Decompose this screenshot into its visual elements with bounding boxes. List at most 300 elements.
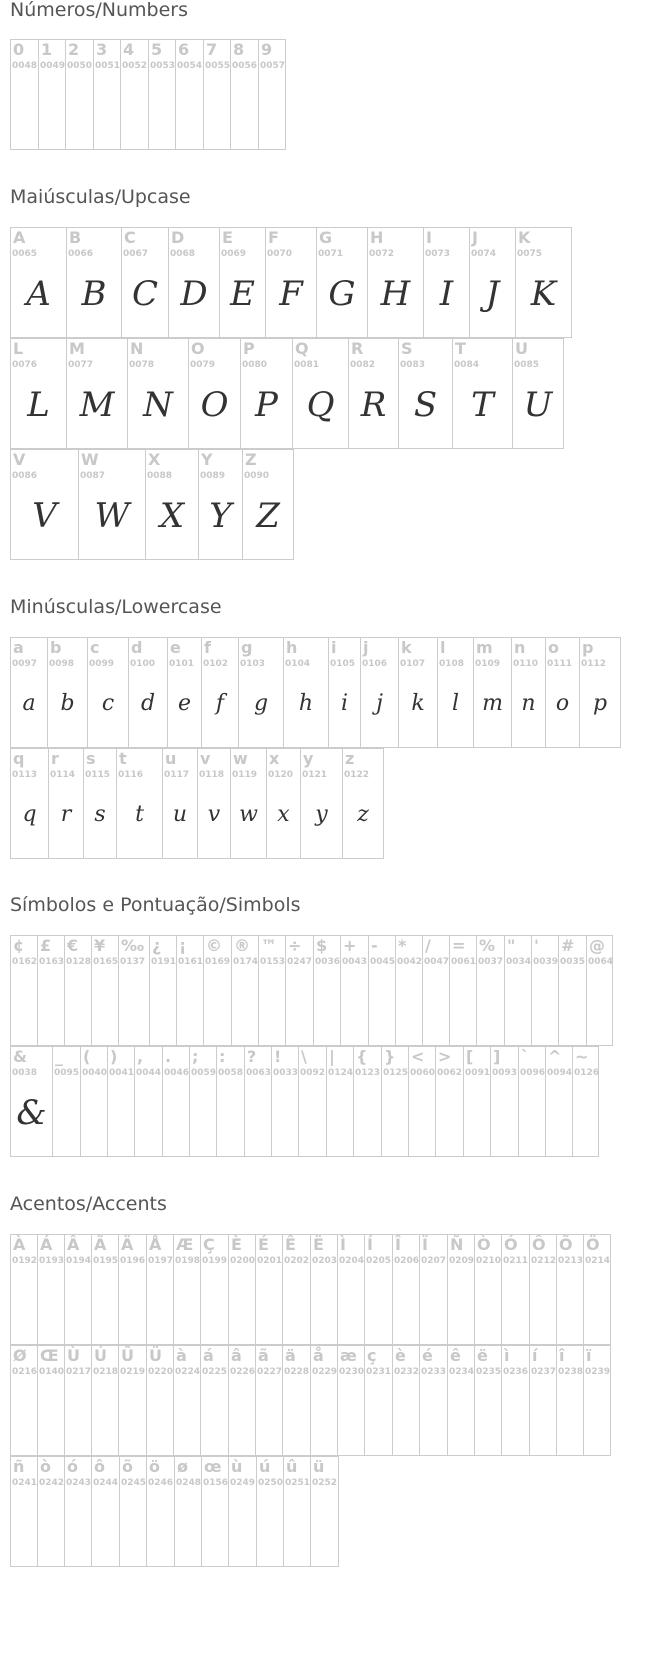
glyph-character: 9 <box>261 40 273 59</box>
glyph-code: 0076 <box>12 360 38 370</box>
glyph-character: ô <box>94 1457 105 1476</box>
glyph-character: € <box>67 936 79 955</box>
glyph-character: ® <box>234 936 250 955</box>
glyph-sample: m <box>482 691 503 716</box>
glyph-character: Â <box>67 1235 80 1254</box>
glyph-row <box>10 748 384 859</box>
glyph-sample: H <box>380 274 411 314</box>
glyph-character: A <box>13 228 26 247</box>
glyph-sample: i <box>340 691 349 716</box>
glyph-cell <box>255 1234 282 1345</box>
glyph-character: Ë <box>313 1235 324 1254</box>
glyph-character: @ <box>589 936 605 955</box>
glyph-cell <box>474 1234 501 1345</box>
glyph-character: _ <box>55 1047 63 1066</box>
glyph-cell <box>10 227 66 338</box>
glyph-cell <box>337 1345 364 1456</box>
glyph-grid-row <box>10 1345 611 1456</box>
glyph-code: 0074 <box>471 249 497 259</box>
glyph-character: < <box>411 1047 425 1066</box>
glyph-cell <box>64 1234 91 1345</box>
glyph-cell <box>340 935 368 1046</box>
glyph-cell <box>395 935 422 1046</box>
glyph-sample: & <box>16 1093 47 1133</box>
glyph-cell <box>230 39 258 150</box>
glyph-character: f <box>204 638 211 657</box>
glyph-cell <box>64 935 91 1046</box>
glyph-sample: b <box>60 691 75 716</box>
glyph-cell <box>310 1345 337 1456</box>
glyph-character: 8 <box>233 40 245 59</box>
glyph-cell <box>419 1345 447 1456</box>
glyph-cell <box>10 449 78 560</box>
glyph-sample: h <box>298 691 314 716</box>
glyph-code: 0039 <box>533 957 559 967</box>
glyph-cell <box>300 748 342 859</box>
glyph-code: 0082 <box>350 360 376 370</box>
glyph-code: 0092 <box>300 1068 326 1078</box>
glyph-code: 0201 <box>257 1256 283 1266</box>
glyph-cell <box>10 748 48 859</box>
glyph-code: 0084 <box>454 360 480 370</box>
glyph-cell <box>255 1345 282 1456</box>
glyph-character: ^ <box>548 1047 562 1066</box>
glyph-code: 0041 <box>109 1068 135 1078</box>
glyph-sample: n <box>521 691 536 716</box>
glyph-sample: D <box>180 274 208 314</box>
glyph-character: { <box>356 1047 368 1066</box>
glyph-character: 5 <box>151 40 163 59</box>
glyph-code: 0051 <box>95 61 121 71</box>
glyph-cell <box>364 1345 392 1456</box>
glyph-character: O <box>191 339 205 358</box>
glyph-cell <box>518 1046 545 1157</box>
glyph-code: 0251 <box>285 1478 311 1488</box>
glyph-character: p <box>582 638 594 657</box>
glyph-character: } <box>384 1047 396 1066</box>
glyph-sample: v <box>207 802 221 827</box>
glyph-sample: K <box>530 274 557 314</box>
glyph-grid-row <box>10 637 621 748</box>
glyph-code: 0043 <box>342 957 368 967</box>
glyph-cell <box>348 338 398 449</box>
glyph-cell <box>118 1234 146 1345</box>
glyph-cell <box>474 1345 501 1456</box>
glyph-sample: T <box>471 385 494 425</box>
glyph-cell <box>128 637 167 748</box>
glyph-sample: t <box>135 802 144 827</box>
glyph-character: j <box>363 638 369 657</box>
glyph-character: ì <box>504 1346 510 1365</box>
glyph-cell <box>435 1046 463 1157</box>
glyph-code: 0211 <box>503 1256 529 1266</box>
glyph-character: ü <box>313 1457 325 1476</box>
glyph-cell <box>47 637 87 748</box>
glyph-code: 0098 <box>49 659 75 669</box>
glyph-sample: p <box>592 691 608 716</box>
glyph-code: 0243 <box>66 1478 92 1488</box>
glyph-character: Ì <box>340 1235 346 1254</box>
glyph-code: 0137 <box>120 957 146 967</box>
glyph-character: G <box>319 228 333 247</box>
glyph-cell <box>360 637 398 748</box>
glyph-code: 0232 <box>394 1367 420 1377</box>
glyph-cell <box>188 338 240 449</box>
glyph-code: 0077 <box>68 360 94 370</box>
glyph-character: ` <box>521 1047 529 1066</box>
glyph-character: 2 <box>68 40 80 59</box>
glyph-cell <box>87 637 128 748</box>
glyph-code: 0099 <box>89 659 115 669</box>
glyph-cell <box>258 935 285 1046</box>
glyph-cell <box>93 39 120 150</box>
glyph-character: a <box>13 638 24 657</box>
glyph-cell <box>168 227 219 338</box>
glyph-character: © <box>206 936 222 955</box>
glyph-character: Ô <box>532 1235 546 1254</box>
glyph-sample: o <box>555 691 570 716</box>
glyph-code: 0250 <box>258 1478 284 1488</box>
glyph-code: 0066 <box>68 249 94 259</box>
glyph-code: 0058 <box>218 1068 244 1078</box>
glyph-code: 0042 <box>397 957 423 967</box>
glyph-sample: z <box>357 802 369 827</box>
glyph-character: * <box>398 936 407 955</box>
glyph-cell <box>162 1046 189 1157</box>
glyph-code: 0228 <box>284 1367 310 1377</box>
glyph-code: 0229 <box>312 1367 338 1377</box>
glyph-cell <box>579 637 621 748</box>
glyph-sample: Y <box>209 496 232 536</box>
glyph-code: 0249 <box>230 1478 256 1488</box>
glyph-cell <box>256 1456 283 1567</box>
glyph-character: ] <box>493 1047 501 1066</box>
glyph-character: k <box>401 638 412 657</box>
glyph-code: 0091 <box>465 1068 491 1078</box>
glyph-character: ‰ <box>121 936 145 955</box>
glyph-character: Ê <box>285 1235 296 1254</box>
glyph-sample: O <box>200 385 229 425</box>
glyph-sample: q <box>22 802 37 827</box>
glyph-cell <box>310 1234 337 1345</box>
glyph-code: 0073 <box>425 249 451 259</box>
glyph-code: 0070 <box>267 249 293 259</box>
glyph-cell <box>91 1456 119 1567</box>
glyph-character: [ <box>466 1047 474 1066</box>
glyph-cell <box>91 935 118 1046</box>
glyph-code: 0055 <box>205 61 231 71</box>
glyph-character: ( <box>83 1047 91 1066</box>
glyph-sample: C <box>131 274 158 314</box>
glyph-code: 0230 <box>339 1367 365 1377</box>
glyph-code: 0062 <box>437 1068 463 1078</box>
glyph-cell <box>228 1345 255 1456</box>
glyph-cell <box>162 748 197 859</box>
glyph-code: 0111 <box>547 659 573 669</box>
glyph-cell <box>265 227 316 338</box>
glyph-cell <box>266 748 300 859</box>
glyph-code: 0044 <box>136 1068 162 1078</box>
glyph-cell <box>52 1046 80 1157</box>
glyph-character: + <box>343 936 357 955</box>
glyph-character: Ö <box>586 1235 600 1254</box>
glyph-code: 0202 <box>284 1256 310 1266</box>
glyph-character: Æ <box>176 1235 194 1254</box>
glyph-character: ú <box>259 1457 271 1476</box>
glyph-cell <box>173 1234 200 1345</box>
glyph-code: 0199 <box>202 1256 228 1266</box>
glyph-code: 0231 <box>366 1367 392 1377</box>
glyph-character: t <box>119 749 127 768</box>
glyph-character: H <box>370 228 384 247</box>
glyph-character: z <box>345 749 355 768</box>
glyph-sample: f <box>215 691 225 716</box>
glyph-code: 0110 <box>513 659 539 669</box>
glyph-code: 0090 <box>244 471 270 481</box>
glyph-cell <box>512 338 564 449</box>
glyph-sample: a <box>22 691 36 716</box>
glyph-code: 0196 <box>120 1256 146 1266</box>
glyph-cell <box>64 1456 91 1567</box>
glyph-character: > <box>438 1047 452 1066</box>
glyph-character: l <box>440 638 446 657</box>
glyph-sample: Z <box>256 496 280 536</box>
glyph-code: 0247 <box>287 957 313 967</box>
glyph-character: % <box>479 936 496 955</box>
glyph-code: 0165 <box>93 957 119 967</box>
glyph-code: 0113 <box>12 770 38 780</box>
glyph-cell <box>504 935 531 1046</box>
glyph-cell <box>511 637 545 748</box>
glyph-sample: G <box>328 274 356 314</box>
glyph-cell <box>437 637 473 748</box>
glyph-character: À <box>13 1235 26 1254</box>
glyph-cell <box>452 338 512 449</box>
glyph-character: ; <box>192 1047 199 1066</box>
glyph-character: Á <box>40 1235 53 1254</box>
glyph-cell <box>198 449 242 560</box>
glyph-cell <box>367 227 423 338</box>
glyph-cell <box>282 1345 310 1456</box>
glyph-grid-row <box>10 227 572 338</box>
glyph-character: Ø <box>13 1346 27 1365</box>
glyph-character: î <box>559 1346 565 1365</box>
glyph-cell <box>10 935 37 1046</box>
glyph-cell <box>282 1234 310 1345</box>
glyph-cell <box>121 227 168 338</box>
glyph-cell <box>258 39 286 150</box>
glyph-code: 0078 <box>129 360 155 370</box>
glyph-character: W <box>81 450 99 469</box>
glyph-character: ¢ <box>13 936 25 955</box>
glyph-sample: S <box>413 385 438 425</box>
glyph-character: Ä <box>121 1235 134 1254</box>
glyph-code: 0060 <box>410 1068 436 1078</box>
glyph-code: 0088 <box>147 471 173 481</box>
glyph-code: 0064 <box>588 957 614 967</box>
glyph-sample: e <box>177 691 192 716</box>
glyph-sample: B <box>81 274 107 314</box>
glyph-code: 0233 <box>421 1367 447 1377</box>
glyph-code: 0038 <box>12 1068 38 1078</box>
glyph-code: 0219 <box>120 1367 146 1377</box>
glyph-code: 0244 <box>93 1478 119 1488</box>
glyph-code: 0105 <box>330 659 356 669</box>
glyph-character: T <box>455 339 466 358</box>
glyph-cell <box>10 1046 52 1157</box>
glyph-cell <box>408 1046 435 1157</box>
glyph-code: 0053 <box>150 61 176 71</box>
glyph-cell <box>342 748 384 859</box>
glyph-character: $ <box>316 936 328 955</box>
glyph-character: 0 <box>13 40 25 59</box>
glyph-cell <box>244 1046 271 1157</box>
glyph-code: 0216 <box>12 1367 38 1377</box>
glyph-character: Œ <box>40 1346 59 1365</box>
glyph-code: 0195 <box>93 1256 119 1266</box>
glyph-character: Ñ <box>450 1235 464 1254</box>
glyph-cell <box>197 748 230 859</box>
glyph-cell <box>545 1046 572 1157</box>
glyph-character: ¡ <box>179 936 187 955</box>
section-title: Minúsculas/Lowercase <box>10 596 222 618</box>
glyph-cell <box>231 935 258 1046</box>
glyph-character: L <box>13 339 24 358</box>
glyph-code: 0140 <box>39 1367 65 1377</box>
glyph-code: 0209 <box>449 1256 475 1266</box>
glyph-code: 0169 <box>205 957 231 967</box>
glyph-code: 0218 <box>93 1367 119 1377</box>
glyph-sample: X <box>159 496 185 536</box>
glyph-code: 0050 <box>67 61 93 71</box>
glyph-cell <box>66 338 127 449</box>
glyph-code: 0123 <box>355 1068 381 1078</box>
glyph-code: 0034 <box>506 957 532 967</box>
glyph-code: 0220 <box>148 1367 174 1377</box>
glyph-cell <box>228 1234 255 1345</box>
glyph-character: V <box>13 450 26 469</box>
glyph-character: # <box>561 936 575 955</box>
glyph-character: å <box>313 1346 324 1365</box>
glyph-character: ù <box>231 1457 243 1476</box>
glyph-character: e <box>170 638 181 657</box>
glyph-cell <box>120 39 148 150</box>
glyph-cell <box>583 1345 611 1456</box>
glyph-cell <box>583 1234 611 1345</box>
glyph-character: Q <box>295 339 309 358</box>
glyph-character: D <box>171 228 185 247</box>
glyph-character: E <box>222 228 233 247</box>
glyph-cell <box>285 935 313 1046</box>
glyph-code: 0120 <box>268 770 294 780</box>
glyph-cell <box>78 449 145 560</box>
glyph-cell <box>228 1456 256 1567</box>
glyph-cell <box>173 1345 200 1456</box>
glyph-character: - <box>371 936 378 955</box>
glyph-cell <box>447 1345 474 1456</box>
glyph-character: \ <box>301 1047 307 1066</box>
glyph-cell <box>48 748 83 859</box>
glyph-sample: V <box>32 496 57 536</box>
glyph-sample: y <box>315 802 328 827</box>
glyph-code: 0069 <box>221 249 247 259</box>
glyph-cell <box>145 449 198 560</box>
glyph-cell <box>10 1234 37 1345</box>
glyph-cell <box>201 637 238 748</box>
glyph-sample: E <box>230 274 255 314</box>
glyph-character: S <box>401 339 413 358</box>
glyph-cell <box>326 1046 353 1157</box>
glyph-character: ¥ <box>94 936 106 955</box>
glyph-cell <box>545 637 579 748</box>
glyph-code: 0124 <box>328 1068 354 1078</box>
glyph-character: ó <box>67 1457 78 1476</box>
glyph-code: 0112 <box>581 659 607 669</box>
glyph-cell <box>10 637 47 748</box>
glyph-character: i <box>331 638 337 657</box>
glyph-row <box>10 1345 611 1456</box>
glyph-character: d <box>131 638 143 657</box>
glyph-code: 0072 <box>369 249 395 259</box>
glyph-code: 0114 <box>50 770 76 780</box>
glyph-code: 0080 <box>242 360 268 370</box>
glyph-character: Í <box>367 1235 373 1254</box>
glyph-code: 0192 <box>12 1256 38 1266</box>
glyph-character: ¿ <box>152 936 162 955</box>
glyph-cell <box>38 39 65 150</box>
glyph-sample: j <box>376 691 383 716</box>
glyph-code: 0083 <box>400 360 426 370</box>
glyph-character: J <box>472 228 478 247</box>
glyph-cell <box>398 637 437 748</box>
glyph-cell <box>490 1046 518 1157</box>
glyph-cell <box>91 1345 118 1456</box>
glyph-character: ! <box>274 1047 282 1066</box>
glyph-code: 0242 <box>39 1478 65 1488</box>
glyph-code: 0248 <box>176 1478 202 1488</box>
glyph-code: 0095 <box>54 1068 80 1078</box>
glyph-character: â <box>231 1346 242 1365</box>
glyph-code: 0226 <box>230 1367 256 1377</box>
glyph-character: ö <box>149 1457 160 1476</box>
glyph-character: û <box>286 1457 298 1476</box>
glyph-cell <box>176 935 203 1046</box>
glyph-character: õ <box>122 1457 133 1476</box>
glyph-character: P <box>243 339 255 358</box>
glyph-code: 0117 <box>164 770 190 780</box>
glyph-code: 0239 <box>585 1367 611 1377</box>
glyph-sample: U <box>523 385 553 425</box>
glyph-cell <box>556 1345 583 1456</box>
glyph-code: 0252 <box>312 1478 338 1488</box>
glyph-code: 0040 <box>82 1068 108 1078</box>
glyph-grid-row <box>10 449 294 560</box>
glyph-code: 0049 <box>40 61 66 71</box>
glyph-character: ~ <box>575 1047 589 1066</box>
glyph-cell <box>10 338 66 449</box>
glyph-code: 0052 <box>122 61 148 71</box>
glyph-code: 0047 <box>424 957 450 967</box>
glyph-character: ë <box>477 1346 488 1365</box>
glyph-cell <box>83 748 116 859</box>
glyph-cell <box>118 1345 146 1456</box>
glyph-code: 0128 <box>66 957 92 967</box>
glyph-character: œ <box>204 1457 222 1476</box>
glyph-cell <box>328 637 360 748</box>
glyph-cell <box>167 637 201 748</box>
glyph-code: 0104 <box>285 659 311 669</box>
glyph-code: 0094 <box>547 1068 573 1078</box>
